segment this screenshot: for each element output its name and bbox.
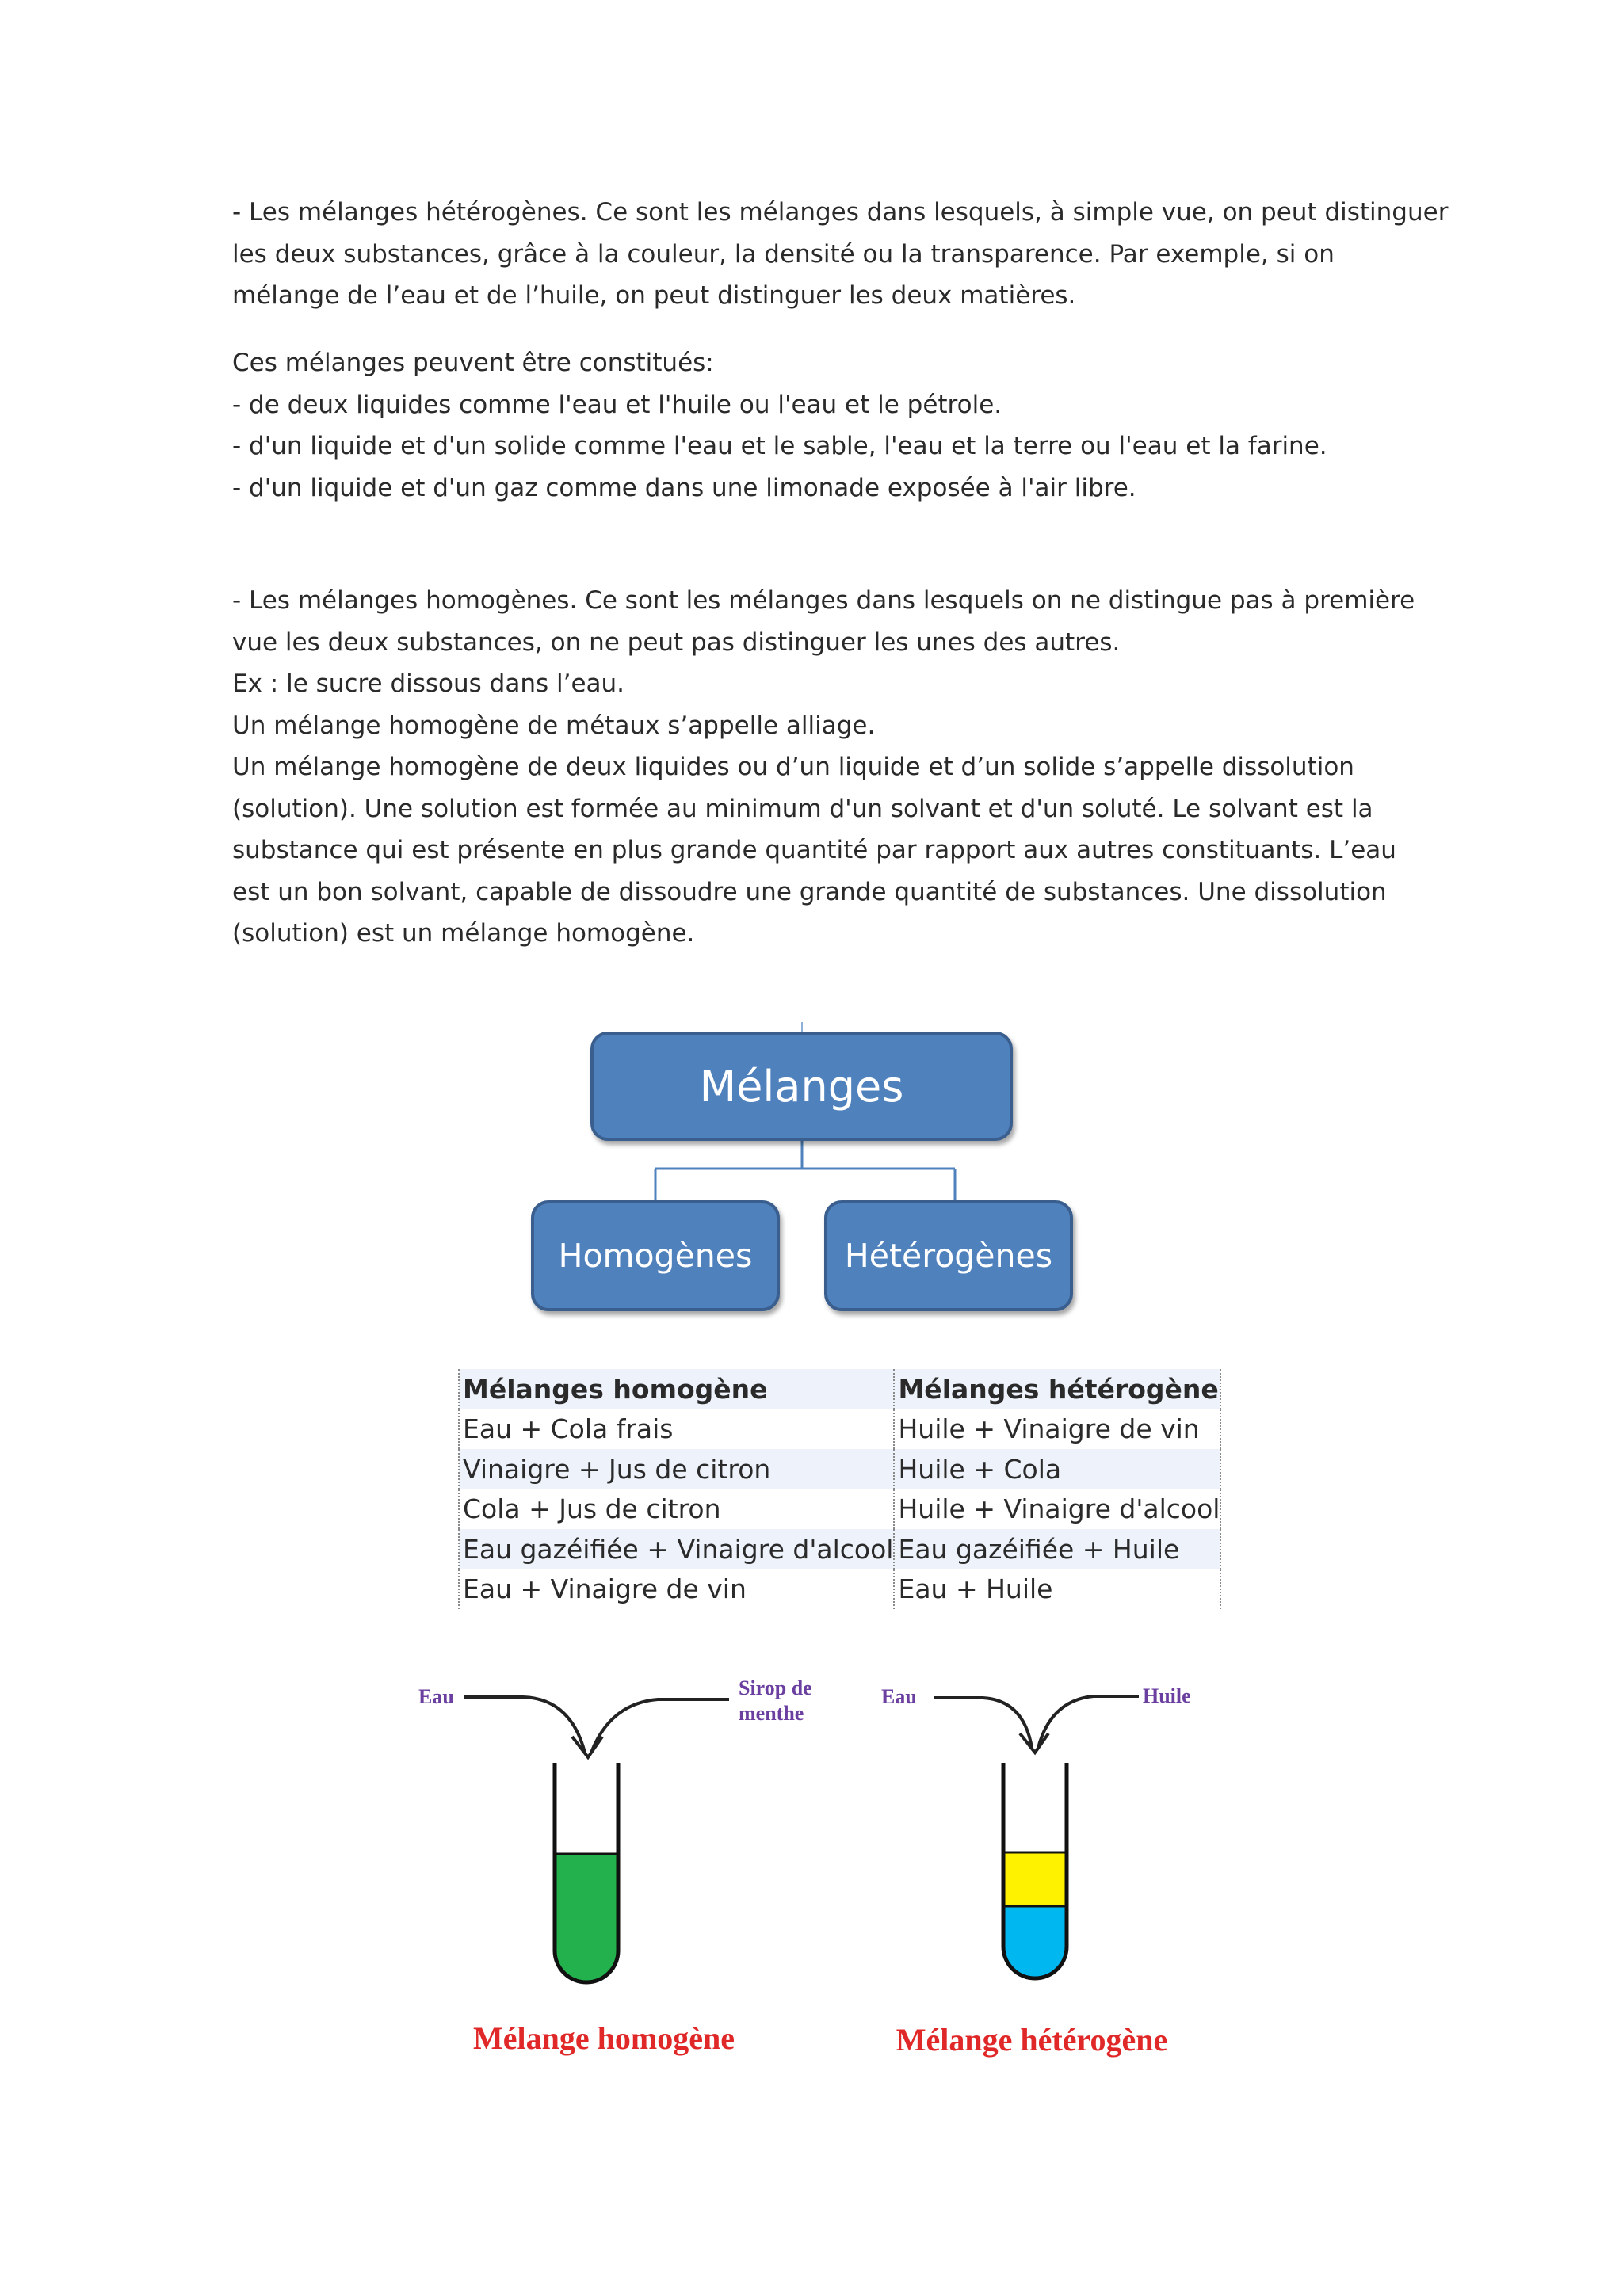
table-header-cell: Mélanges homogène [459,1369,894,1409]
text-line: vue les deux substances, on ne peut pas distinguer les unes des autres. [232,627,1121,657]
text-line: les deux substances, grâce à la couleur, la densité ou la transparence. Par exemple, si on [232,239,1335,269]
table-cell: Eau + Vinaigre de vin [459,1569,894,1610]
table-cell: Huile + Vinaigre d'alcool [894,1489,1220,1530]
table-cell: Huile + Vinaigre de vin [894,1409,1220,1450]
label-eau-right: Eau [881,1685,917,1708]
tube-homogene-liquid [555,1854,618,1982]
tube-heterogene-top-layer [1003,1852,1067,1906]
arrow-eau-left [464,1697,585,1753]
label-sirop-line2: menthe [739,1702,804,1725]
label-huile: Huile [1143,1684,1191,1707]
text-line: - Les mélanges hétérogènes. Ce sont les mélanges dans lesquels, à simple vue, on peut distinguer [232,198,1449,227]
text-line: Ex : le sucre dissous dans l’eau. [232,669,625,698]
table-cell: Eau + Cola frais [459,1409,894,1450]
text-line: - de deux liquides comme l'eau et l'huile ou l'eau et le pétrole. [232,390,1002,419]
text-line: - Les mélanges homogènes. Ce sont les mélanges dans lesquels on ne distingue pas à première [232,586,1415,615]
table-cell: Huile + Cola [894,1449,1220,1489]
diagram-homogenes-label: Homogènes [558,1237,753,1275]
table-cell: Eau gazéifiée + Vinaigre d'alcool [459,1529,894,1569]
table-cell: Vinaigre + Jus de citron [459,1449,894,1489]
text-line: mélange de l’eau et de l’huile, on peut distinguer les deux matières. [232,281,1076,310]
caption-homogene: Mélange homogène [473,2020,735,2056]
text-line: Ces mélanges peuvent être constitués: [232,349,714,377]
text-line: (solution) est un mélange homogène. [232,919,695,948]
label-sirop-line1: Sirop de [739,1676,812,1699]
text-line: Un mélange homogène de métaux s’appelle alliage. [232,711,876,740]
arrowhead-right [1020,1733,1048,1753]
label-eau-left: Eau [418,1685,454,1708]
text-line: - d'un liquide et d'un solide comme l'eau et le sable, l'eau et la terre ou l'eau et la farine. [232,432,1327,460]
arrow-huile [1038,1696,1139,1748]
text-line: substance qui est présente en plus grande quantité par rapport aux autres constituants. L’eau [232,836,1396,864]
text-line: - d'un liquide et d'un gaz comme dans une limonade exposée à l'air libre. [232,473,1136,502]
diagram-root-label: Mélanges [699,1061,904,1112]
text-line: Un mélange homogène de deux liquides ou d’un liquide et d’un solide s’appelle dissolution [232,753,1354,781]
table-header-cell: Mélanges hétérogène [894,1369,1220,1409]
caption-heterogene: Mélange hétérogène [896,2022,1168,2058]
text-line: est un bon solvant, capable de dissoudre une grande quantité de substances. Une dissolution [232,877,1387,906]
table-cell: Cola + Jus de citron [459,1489,894,1530]
arrow-sirop [591,1699,729,1753]
arrow-eau-right [934,1698,1032,1748]
text-line: (solution). Une solution est formée au minimum d'un solvant et d'un soluté. Le solvant est la [232,794,1373,823]
table-cell: Eau gazéifiée + Huile [894,1529,1220,1569]
table-cell: Eau + Huile [894,1569,1220,1610]
diagram-heterogenes-label: Hétérogènes [844,1237,1053,1275]
